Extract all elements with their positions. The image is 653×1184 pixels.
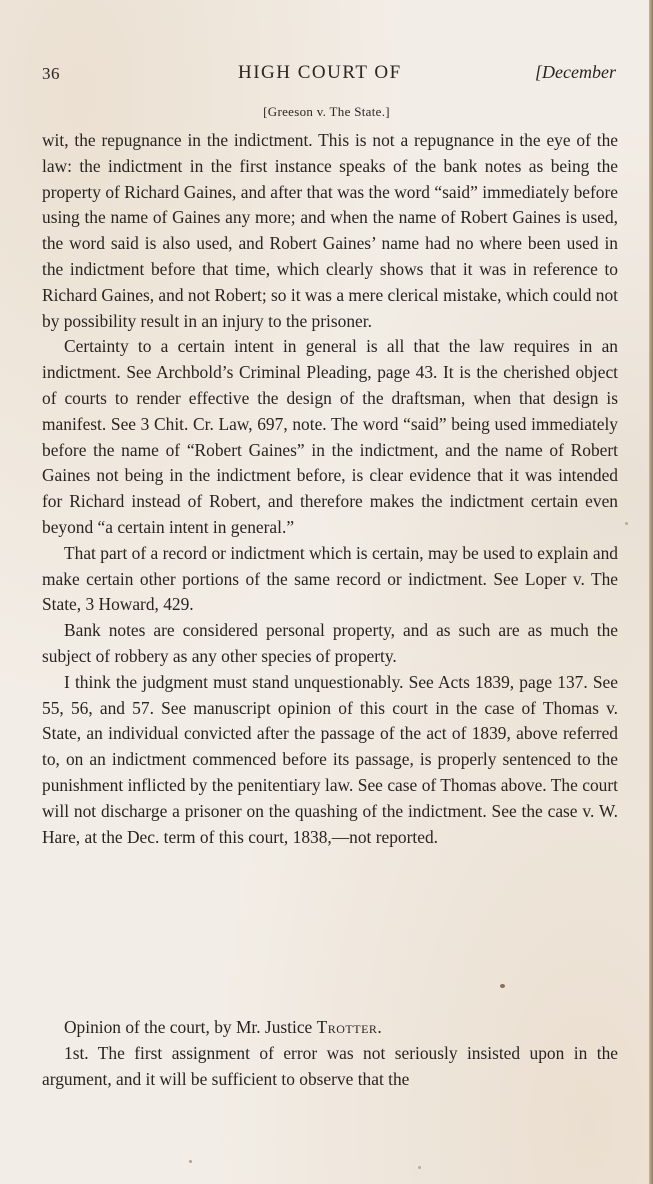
body-text — [42, 128, 618, 850]
page-edge — [649, 0, 653, 1184]
ink-speck — [418, 1166, 421, 1169]
opinion-intro: Opinion of the court, by Mr. Justice — [64, 1017, 313, 1037]
ink-speck — [500, 984, 505, 988]
paragraph-continued: wit, the repugnance in the indictment. This is not a repugnance in the eye of the law: the indictment in the first instance speaks of the bank notes as being the property of Richard Gaines, and after that was the word “said” immediately before using the name of Gaines any more; and when the name of Robert Gaines is used, the word said is also used, and Robert Gaines’ name had no where been used in the indictment before that time, which clearly shows that it was in reference to Richard Gaines, and not Robert; so it was a mere clerical mistake, which could not by possibility result in an injury to the prisoner. — [42, 130, 618, 331]
opinion-heading — [42, 1015, 618, 1041]
paragraph-judgment: I think the judgment must stand unquestionably. See Acts 1839, page 137. See 55, 56, and 57. See manuscript opinion of this court in the case of Thomas v. State, an individual convicted after the passage of the act of 1839, above referred to, on an indictment commenced before its passage, is properly sentenced to the punishment inflicted by the penitentiary law. See case of Thomas above. The court will not discharge a prisoner on the quashing of the indictment. See the case v. W. Hare, at the Dec. term of this court, 1838,—not reported. — [42, 671, 618, 847]
running-title: HIGH COURT OF — [238, 62, 402, 83]
ink-speck — [625, 522, 628, 525]
paragraph-bank-notes: Bank notes are considered personal property, and as such are as much the subject of robbery as any other species of property. — [42, 620, 618, 666]
justice-name: Trotter. — [316, 1017, 383, 1037]
opinion-first-paragraph: 1st. The first assignment of error was not seriously insisted upon in the argument, and it will be sufficient to observe that the — [42, 1042, 618, 1089]
running-month: [December — [535, 62, 616, 82]
running-head — [42, 62, 616, 88]
page-number: 36 — [42, 64, 60, 83]
paragraph-record: That part of a record or indictment which is certain, may be used to explain and make certain other portions of the same record or indictment. See Loper v. The State, 3 Howard, 429. — [42, 542, 618, 615]
opinion-section — [42, 1015, 618, 1092]
ink-speck — [189, 1160, 192, 1163]
case-caption: [Greeson v. The State.] — [263, 104, 390, 119]
paragraph-certainty: Certainty to a certain intent in general is all that the law requires in an indictment. See Archbold’s Criminal Pleading, page 43. It is the cherished object of courts to render effective the design of the draftsman, when that design is manifest. See 3 Chit. Cr. Law, 697, note. The word “said” being used immediately before the name of “Robert Gaines” in the indictment, and the name of Robert Gaines not being in the indictment before, is clear evidence that it was intended for Richard instead of Robert, and therefore makes the indictment certain even beyond “a certain intent in general.” — [42, 336, 618, 537]
